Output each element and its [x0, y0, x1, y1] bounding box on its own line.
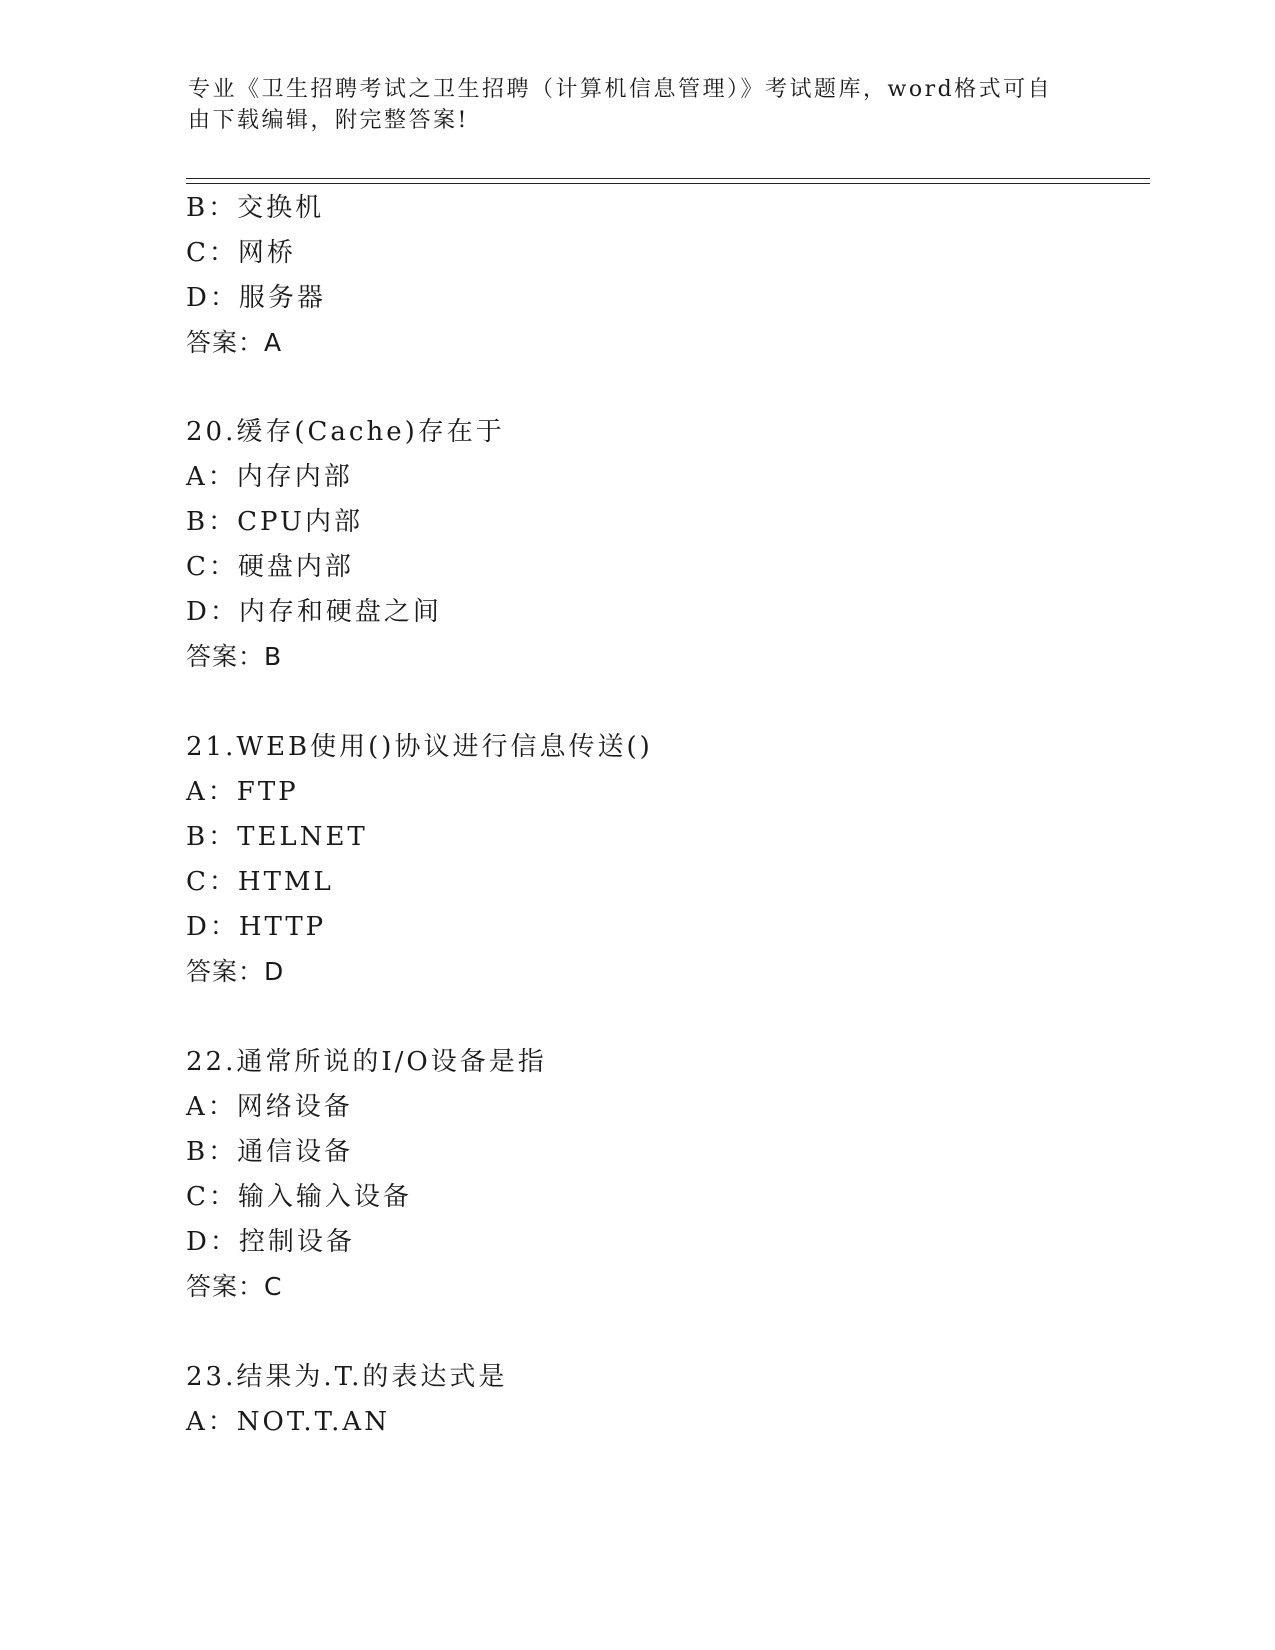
- q21-answer: 答案：D: [186, 957, 285, 986]
- q19-option-b: B：交换机: [186, 193, 325, 223]
- q21-option-c: C：HTML: [186, 867, 334, 897]
- q19-answer: 答案：A: [186, 328, 283, 357]
- q22-option-a: A：网络设备: [186, 1092, 353, 1122]
- header-divider-bottom: [186, 183, 1150, 184]
- q22-option-b: B：通信设备: [186, 1137, 354, 1167]
- q20-option-d: D：内存和硬盘之间: [186, 597, 442, 627]
- header-line-2: 由下载编辑，附完整答案!: [188, 108, 469, 133]
- header-divider-top: [186, 178, 1150, 179]
- q22-question: 22.通常所说的I/O设备是指: [186, 1047, 547, 1077]
- q21-option-d: D：HTTP: [186, 912, 327, 942]
- q22-option-c: C：输入输入设备: [186, 1182, 412, 1212]
- q23-question: 23.结果为.T.的表达式是: [186, 1362, 508, 1392]
- q19-option-d: D：服务器: [186, 283, 326, 313]
- q22-answer: 答案：C: [186, 1272, 283, 1301]
- q20-question: 20.缓存(Cache)存在于: [186, 417, 505, 447]
- document-header: [188, 74, 1068, 136]
- q20-option-c: C：硬盘内部: [186, 552, 354, 582]
- q21-option-a: A：FTP: [186, 777, 299, 807]
- q21-question: 21.WEB使用()协议进行信息传送(): [186, 732, 653, 762]
- q23-option-a: A：NOT.T.AN: [186, 1407, 390, 1437]
- header-line-1: 专业《卫生招聘考试之卫生招聘（计算机信息管理）》考试题库，word格式可自: [188, 77, 1053, 102]
- q22-option-d: D：控制设备: [186, 1227, 355, 1257]
- q21-option-b: B：TELNET: [186, 822, 368, 852]
- q19-option-c: C：网桥: [186, 238, 296, 268]
- q20-answer: 答案：B: [186, 642, 283, 671]
- q20-option-a: A：内存内部: [186, 462, 353, 492]
- q20-option-b: B：CPU内部: [186, 507, 363, 537]
